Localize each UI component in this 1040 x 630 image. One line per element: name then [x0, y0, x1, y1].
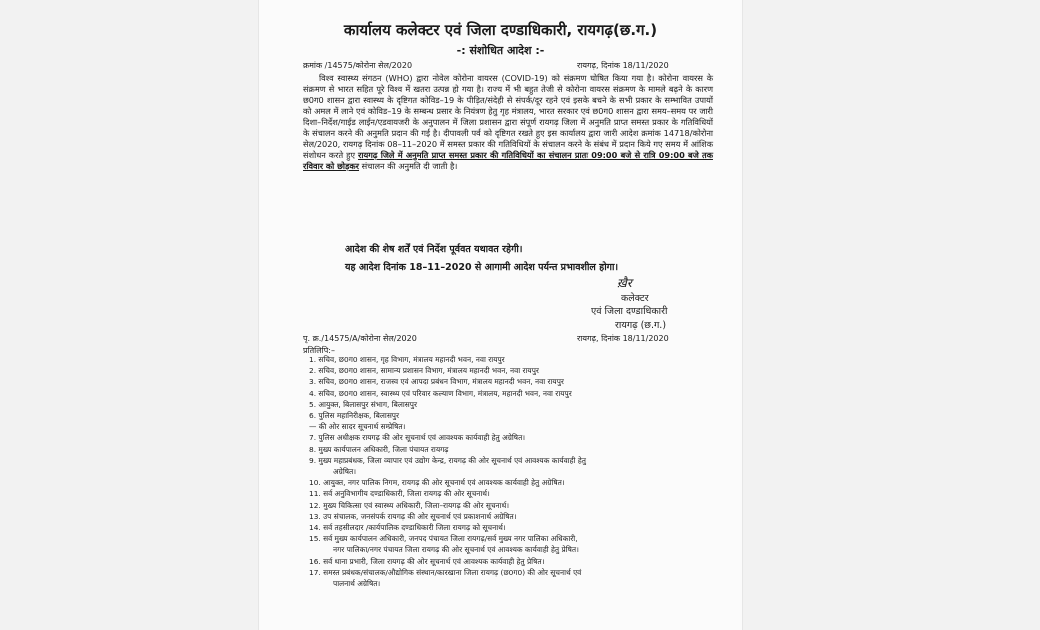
body-tail: संचालन की अनुमति दी जाती है।: [361, 161, 458, 171]
body-text: विश्व स्वास्थ्य संगठन (WHO) द्वारा नोवेल कोरोना वायरस (COVID-19) को संक्रमण घोषित किया गया है। कोरोना वायरस के संक्रमण से भारत सहित पूरे विश्व में खतरा उत्पन्न हो गया है। राज्य में भी बहुत तेजी से कोरोना वायरस संक्रमण के मामले बढ़ने के कारण छ0ग0 शासन द्वारा स्वास्थ्य के दृष्टिगत कोविड–19 के पीड़ित/संदेही से संपर्क/दूर रहने एवं इसके बचने के सभी प्रकार के सम्भावित उपायों को अमल में लाने एवं कोविड–19 के सम्बन्ध प्रसार के नियंत्रण हेतु गृह मंत्रालय, भारत सरकार एवं छ0ग0 शासन द्वारा समय–समय पर जारी दिशा–निर्देश/गाईड लाईन/एडवायजरी के अनुपालन में जिला प्रशासन द्वारा संपूर्ण रायगढ़ जिला में अनुमति प्राप्त समस्त प्रकार के गतिविधियों के संचालन करने की अनुमति प्रदान की गई है। दीपावली पर्व को दृष्टिगत रखते हुए इस कार्यालय द्वारा जारी आदेश क्रमांक 14718/कोरोना सेल/2020, रायगढ़ दिनांक 08–11–2020 में समस्त प्रकार की गतिविधियों के संचालन करने के संबंध में प्रदान किये गए समय में आंशिक संशोधन करते हुए: [303, 73, 713, 160]
distribution-item: 7. पुलिस अधीक्षक रायगढ़ की ओर सूचनार्थ एवं आवश्यक कार्यवाही हेतु अग्रेषित।: [309, 433, 526, 443]
distribution-item: 8. मुख्य कार्यपालन अधिकारी, जिला पंचायत रायगढ़: [309, 444, 449, 454]
distribution-item: 2. सचिव, छ0ग0 शासन, सामान्य प्रशासन विभाग, मंत्रालय महानदी भवन, नवा रायपुर: [309, 366, 539, 376]
distribution-note: — की ओर सादर सूचनार्थ सम्प्रेषित।: [309, 422, 406, 432]
order-body: [303, 73, 713, 172]
distribution-item: 12. मुख्य चिकित्सा एवं स्वास्थ्य अधिकारी, जिला–रायगढ़ की ओर सूचनार्थ।: [309, 500, 510, 510]
conditions-line: आदेश की शेष शर्तें एवं निर्देश पूर्ववत यथावत रहेगी।: [345, 244, 523, 255]
place-date: रायगढ़, दिनांक 18/11/2020: [577, 61, 669, 70]
reference-number: क्रमांक /14575/कोरोना सेल/2020: [303, 61, 413, 70]
signatory-place: रायगढ़ (छ.ग.): [615, 320, 667, 331]
office-title: कार्यालय कलेक्टर एवं जिला दण्डाधिकारी, रायगढ़(छ.ग.): [343, 21, 658, 39]
distribution-item: 17. समस्त प्रबंधक/संचालक/औद्योगिक संस्थान/कारखाना जिला रायगढ़ (छ0ग0) की ओर सूचनार्थ एवं: [309, 567, 582, 577]
distribution-item: 10. आयुक्त, नगर पालिक निगम, रायगढ़ की ओर सूचनार्थ एवं आवश्यक कार्यवाही हेतु अग्रेषित।: [309, 478, 565, 488]
document-page: [258, 0, 743, 630]
signatory-title: एवं जिला दण्डाधिकारी: [591, 306, 668, 317]
distribution-item: 4. सचिव, छ0ग0 शासन, स्वास्थ्य एवं परिवार कल्याण विभाग, मंत्रालय, महानदी भवन, नवा रायपुर: [309, 388, 572, 398]
body-bold-text: रायगढ़ जिले में अनुमति प्राप्त समस्त प्रकार की गतिविधियों का संचालन प्रातः 09:00 बजे से रात्रि 09:00 बजे तक रविवार को छोड़कर: [303, 150, 713, 171]
distribution-item: 16. सर्व थाना प्रभारी, जिला रायगढ़ की ओर सूचनार्थ एवं आवश्यक कार्यवाही हेतु प्रेषित।: [309, 556, 545, 566]
distribution-item: 6. पुलिस महानिरीक्षक, बिलासपुर: [309, 411, 400, 421]
distribution-item-continued: अग्रेषित।: [333, 467, 357, 477]
endorsement-date: रायगढ़, दिनांक 18/11/2020: [577, 334, 669, 343]
distribution-item-continued: नगर पालिका/नगर पंचायत जिला रायगढ़ की ओर सूचनार्थ एवं आवश्यक कार्यवाही हेतु प्रेषित।: [333, 545, 579, 555]
distribution-item-continued: पालनार्थ अग्रेषित।: [333, 579, 381, 589]
distribution-item: 5. आयुक्त, बिलासपुर संभाग, बिलासपुर: [309, 399, 417, 409]
distribution-item: 15. सर्व मुख्य कार्यपालन अधिकारी, जनपद पंचायत जिला रायगढ़/सर्व मुख्य नगर पालिका अधिकारी,: [309, 534, 578, 544]
distribution-item: 11. सर्व अनुविभागीय दण्डाधिकारी, जिला रायगढ़ की ओर सूचनार्थ।: [309, 489, 490, 499]
endorsement-reference: पृ. क्र./14575/A/कोरोना सेल/2020: [303, 334, 417, 343]
distribution-item: 1. सचिव, छ0ग0 शासन, गृह विभाग, मंत्रालय महानदी भवन, नवा रायपुर: [309, 355, 505, 364]
effective-line: यह आदेश दिनांक 18–11–2020 से आगामी आदेश पर्यन्त प्रभावशील होगा।: [345, 262, 619, 273]
copy-heading: प्रतिलिपि:–: [303, 346, 335, 355]
distribution-item: 13. उप संचालक, जनसंपर्क रायगढ़ की ओर सूचनार्थ एवं प्रकाशनार्थ अग्रेषित।: [309, 511, 517, 521]
distribution-list: [309, 354, 719, 589]
signature-mark: ख़ैर: [617, 276, 632, 290]
distribution-item: 9. मुख्य महाप्रबंधक, जिला व्यापार एवं उद्योग केन्द्र, रायगढ़ की ओर सूचनार्थ एवं आवश्यक कार्यवाही हेतु: [309, 455, 586, 465]
distribution-item: 14. सर्व तहसीलदार /कार्यपालिक दण्डाधिकारी जिला रायगढ़ को सूचनार्थ।: [309, 523, 506, 533]
order-heading: -: संशोधित आदेश :-: [456, 44, 545, 57]
distribution-item: 3. सचिव, छ0ग0 शासन, राजस्व एवं आपदा प्रबंधन विभाग, मंत्रालय महानदी भवन, नवा रायपुर: [309, 377, 564, 387]
signatory-collector: कलेक्टर: [621, 293, 649, 304]
